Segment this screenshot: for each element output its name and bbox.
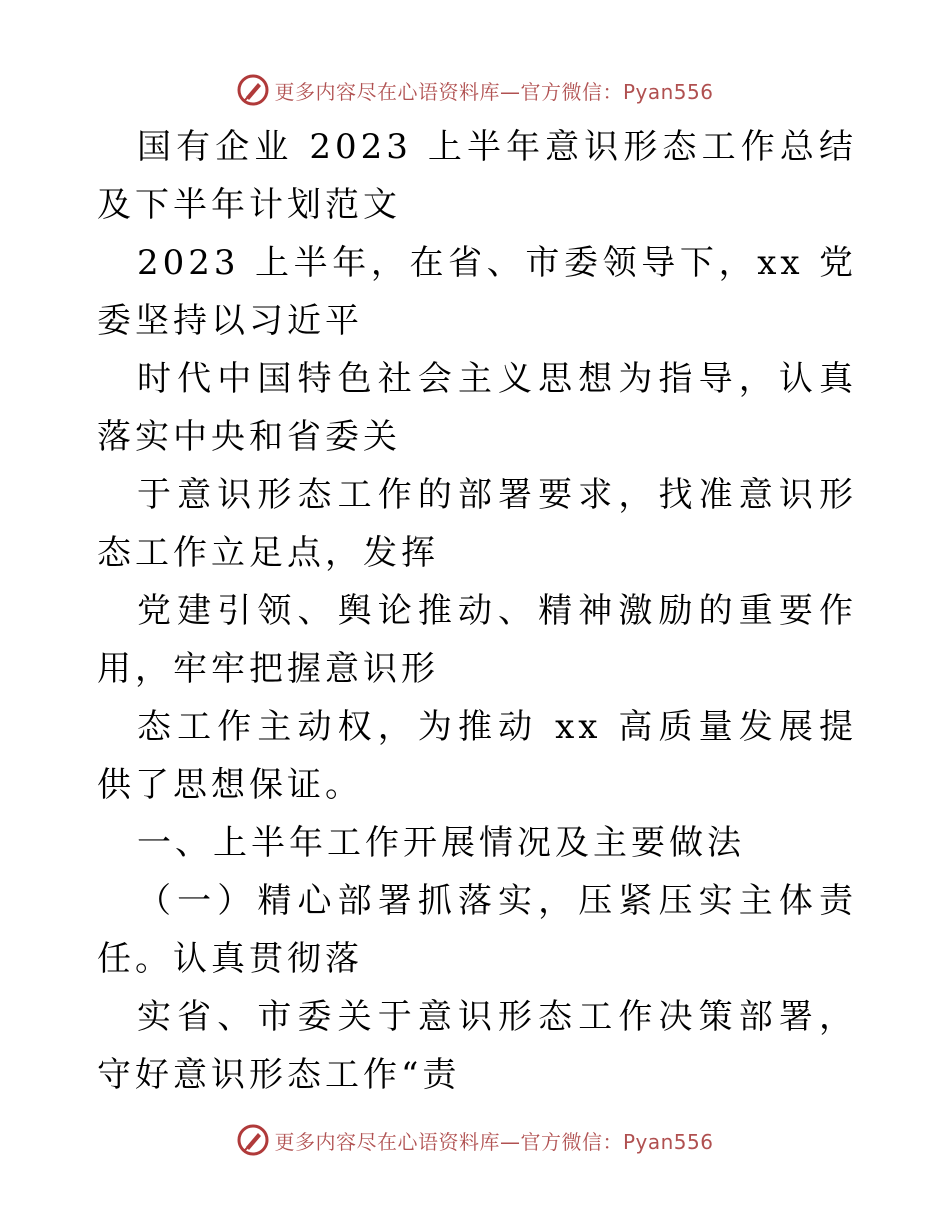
paragraph: 于意识形态工作的部署要求，找准意识形态工作立足点，发挥 xyxy=(97,475,857,573)
quill-logo-icon xyxy=(236,1123,270,1157)
footer-watermark-banner xyxy=(0,1120,950,1160)
paragraph: 党建引领、舆论推动、精神激励的重要作用，牢牢把握意识形 xyxy=(97,591,857,689)
watermark-text: 更多内容尽在心语资料库—官方微信：Pyan556 xyxy=(274,79,714,104)
paragraph: （一）精心部署抓落实，压紧压实主体责任。认真贯彻落 xyxy=(97,881,857,979)
paragraph: 实省、市委关于意识形态工作决策部署，守好意识形态工作“责 xyxy=(97,997,857,1095)
paragraph: 2023 上半年，在省、市委领导下，xx 党委坚持以习近平 xyxy=(97,243,857,341)
watermark-text: 更多内容尽在心语资料库—官方微信：Pyan556 xyxy=(274,1129,714,1154)
section-heading: 一、上半年工作开展情况及主要做法 xyxy=(137,823,745,863)
document-body xyxy=(97,118,857,1104)
document-title: 国有企业 2023 上半年意识形态工作总结及下半年计划范文 xyxy=(97,127,857,225)
header-watermark-banner xyxy=(0,70,950,110)
quill-logo-icon xyxy=(236,73,270,107)
paragraph: 时代中国特色社会主义思想为指导，认真落实中央和省委关 xyxy=(97,359,857,457)
paragraph: 态工作主动权，为推动 xx 高质量发展提供了思想保证。 xyxy=(97,707,857,805)
